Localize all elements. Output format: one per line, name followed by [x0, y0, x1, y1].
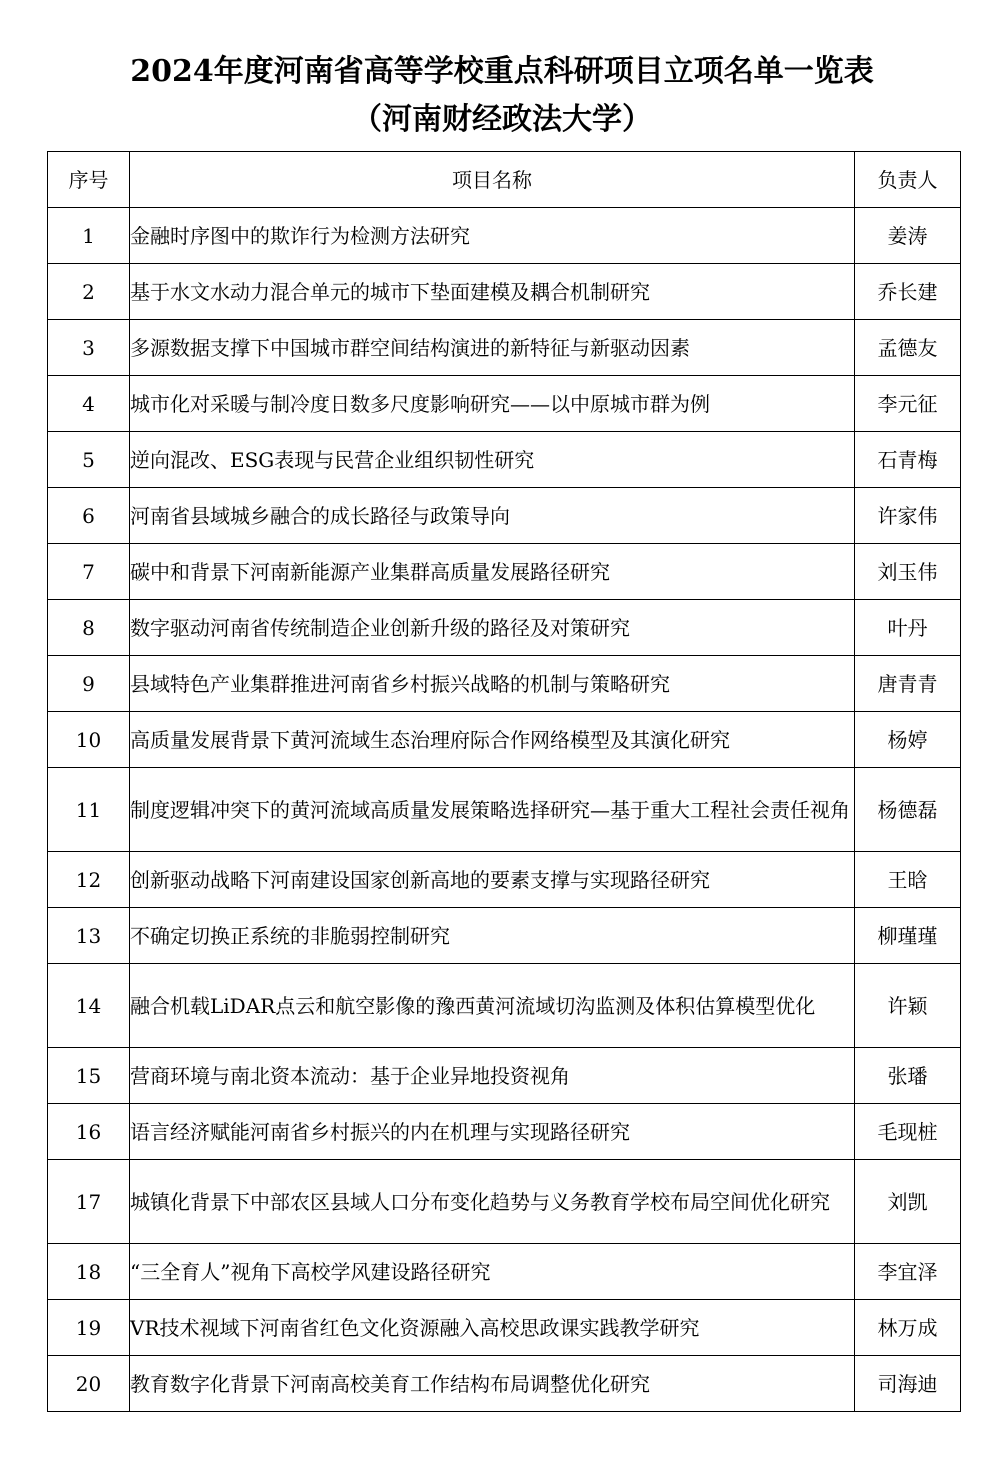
table-row: [48, 488, 961, 544]
project-name: 碳中和背景下河南新能源产业集群高质量发展路径研究: [130, 544, 855, 600]
project-leader: 柳瑾瑾: [855, 908, 961, 964]
table-row: [48, 432, 961, 488]
project-leader: 杨婷: [855, 712, 961, 768]
project-table: [47, 151, 961, 1412]
project-name: 高质量发展背景下黄河流域生态治理府际合作网络模型及其演化研究: [130, 712, 855, 768]
table-row: [48, 1160, 961, 1244]
project-name: 制度逻辑冲突下的黄河流域高质量发展策略选择研究—基于重大工程社会责任视角: [130, 768, 855, 852]
row-number: 20: [48, 1356, 130, 1412]
project-name: 城市化对采暖与制冷度日数多尺度影响研究——以中原城市群为例: [130, 376, 855, 432]
document-subtitle: （河南财经政法大学）: [352, 102, 652, 137]
table-row: [48, 908, 961, 964]
table-row: [48, 964, 961, 1048]
project-name: 河南省县域城乡融合的成长路径与政策导向: [130, 488, 855, 544]
row-number: 18: [48, 1244, 130, 1300]
table-row: [48, 768, 961, 852]
project-leader: 杨德磊: [855, 768, 961, 852]
row-number: 2: [48, 264, 130, 320]
project-leader: 王晗: [855, 852, 961, 908]
row-number: 11: [48, 768, 130, 852]
project-name: 金融时序图中的欺诈行为检测方法研究: [130, 208, 855, 264]
table-row: [48, 208, 961, 264]
row-number: 8: [48, 600, 130, 656]
table-row: [48, 712, 961, 768]
project-name: 基于水文水动力混合单元的城市下垫面建模及耦合机制研究: [130, 264, 855, 320]
project-leader: 毛现桩: [855, 1104, 961, 1160]
project-leader: 唐青青: [855, 656, 961, 712]
project-leader: 李元征: [855, 376, 961, 432]
project-name: 融合机载LiDAR点云和航空影像的豫西黄河流域切沟监测及体积估算模型优化: [130, 964, 855, 1048]
row-number: 19: [48, 1300, 130, 1356]
project-name: 不确定切换正系统的非脆弱控制研究: [130, 908, 855, 964]
project-name: 多源数据支撑下中国城市群空间结构演进的新特征与新驱动因素: [130, 320, 855, 376]
project-name: 创新驱动战略下河南建设国家创新高地的要素支撑与实现路径研究: [130, 852, 855, 908]
project-name: 数字驱动河南省传统制造企业创新升级的路径及对策研究: [130, 600, 855, 656]
project-leader: 乔长建: [855, 264, 961, 320]
table-row: [48, 320, 961, 376]
table-row: [48, 1244, 961, 1300]
project-leader: 叶丹: [855, 600, 961, 656]
project-leader: 刘凯: [855, 1160, 961, 1244]
table-row: [48, 264, 961, 320]
title-block: [0, 48, 1004, 144]
project-name: 逆向混改、ESG表现与民营企业组织韧性研究: [130, 432, 855, 488]
row-number: 6: [48, 488, 130, 544]
header-leader: 负责人: [855, 152, 961, 208]
row-number: 14: [48, 964, 130, 1048]
project-name: 教育数字化背景下河南高校美育工作结构布局调整优化研究: [130, 1356, 855, 1412]
table-row: [48, 852, 961, 908]
document-title: 2024年度河南省高等学校重点科研项目立项名单一览表: [130, 54, 874, 89]
table-row: [48, 600, 961, 656]
project-leader: 姜涛: [855, 208, 961, 264]
row-number: 15: [48, 1048, 130, 1104]
project-leader: 张璠: [855, 1048, 961, 1104]
project-leader: 孟德友: [855, 320, 961, 376]
table-row: [48, 1356, 961, 1412]
table-row: [48, 544, 961, 600]
project-leader: 石青梅: [855, 432, 961, 488]
row-number: 9: [48, 656, 130, 712]
header-number: 序号: [48, 152, 130, 208]
project-name: 城镇化背景下中部农区县域人口分布变化趋势与义务教育学校布局空间优化研究: [130, 1160, 855, 1244]
table-row: [48, 376, 961, 432]
project-leader: 许家伟: [855, 488, 961, 544]
table-header-row: [48, 152, 961, 208]
row-number: 4: [48, 376, 130, 432]
table-row: [48, 1300, 961, 1356]
project-leader: 许颖: [855, 964, 961, 1048]
row-number: 16: [48, 1104, 130, 1160]
project-name: “三全育人”视角下高校学风建设路径研究: [130, 1244, 855, 1300]
row-number: 13: [48, 908, 130, 964]
row-number: 3: [48, 320, 130, 376]
row-number: 7: [48, 544, 130, 600]
row-number: 10: [48, 712, 130, 768]
project-leader: 李宜泽: [855, 1244, 961, 1300]
row-number: 12: [48, 852, 130, 908]
project-leader: 刘玉伟: [855, 544, 961, 600]
project-name: 营商环境与南北资本流动：基于企业异地投资视角: [130, 1048, 855, 1104]
project-leader: 林万成: [855, 1300, 961, 1356]
row-number: 5: [48, 432, 130, 488]
table-row: [48, 656, 961, 712]
row-number: 17: [48, 1160, 130, 1244]
row-number: 1: [48, 208, 130, 264]
project-leader: 司海迪: [855, 1356, 961, 1412]
project-name: 县域特色产业集群推进河南省乡村振兴战略的机制与策略研究: [130, 656, 855, 712]
project-name: VR技术视域下河南省红色文化资源融入高校思政课实践教学研究: [130, 1300, 855, 1356]
project-name: 语言经济赋能河南省乡村振兴的内在机理与实现路径研究: [130, 1104, 855, 1160]
table-row: [48, 1104, 961, 1160]
table-row: [48, 1048, 961, 1104]
header-project-name: 项目名称: [130, 152, 855, 208]
